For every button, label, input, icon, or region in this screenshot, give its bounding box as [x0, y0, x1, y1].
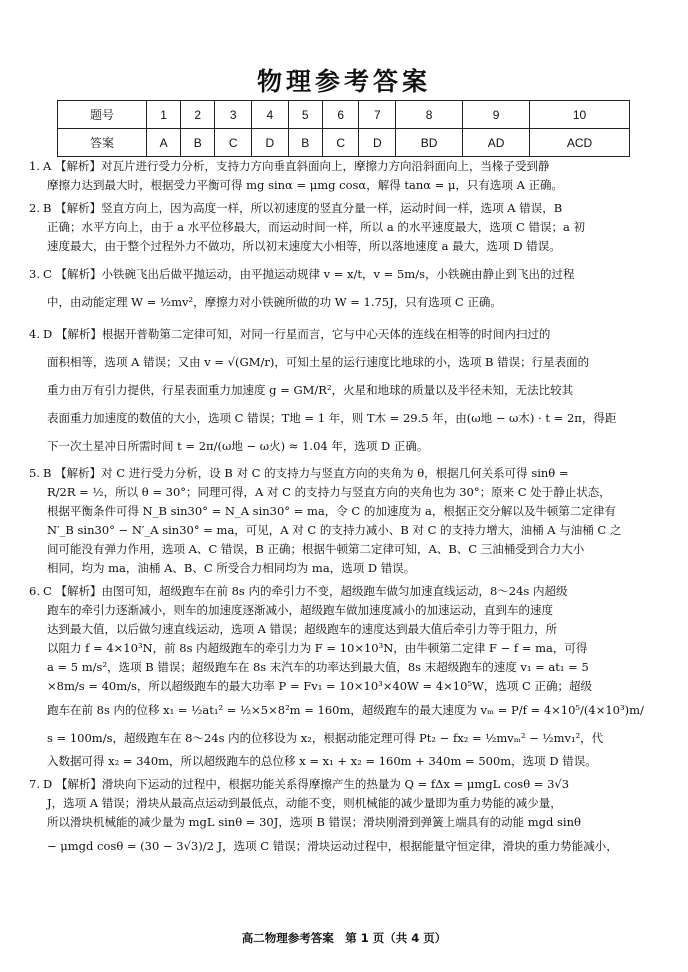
item-text: R/2R = ½，所以 θ = 30°；同理可得，A 对 C 的支持力与竖直方向的夹角也为 30°；原来 C 处于静止状态，: [47, 485, 611, 499]
page-title: 物理参考答案: [256, 67, 431, 96]
table-cell: 9: [463, 101, 530, 129]
item-text: ×8m/s = 40m/s，所以超级跑车的最大功率 P = Fv₁ = 10×10³×40W = 4×10⁵W，选项 C 正确；超级: [47, 679, 592, 693]
table-cell: D: [359, 129, 396, 157]
table-cell: 3: [215, 101, 252, 129]
answer-item-2: [0, 199, 688, 256]
item-number: 5.: [29, 466, 40, 480]
item-number: 2.: [29, 201, 40, 215]
answer-item-1: [0, 157, 688, 195]
table-cell: 题号: [58, 101, 147, 129]
table-cell: AD: [463, 129, 530, 157]
table-answer-row: [58, 129, 630, 157]
table-header-row: [58, 101, 630, 129]
table-cell: ACD: [530, 129, 630, 157]
table-cell: 4: [252, 101, 289, 129]
table-cell: C: [322, 129, 359, 157]
item-text: 所以滑块机械能的减少量为 mgL sinθ = 30J，选项 B 错误；滑块刚滑到弹簧上端具有的动能 mgd sinθ: [47, 815, 581, 829]
item-text: 下一次土星冲日所需时间 t = 2π/(ω地 − ω火) ≈ 1.04 年，选项 D 正确。: [47, 439, 429, 453]
item-text: C 【解析】由图可知，超级跑车在前 8s 内的牵引力不变，超级跑车做匀加速直线运动，8～24s 内超级: [43, 584, 568, 598]
item-text: 正确；水平方向上，由于 a 水平位移最大，而运动时间一样，所以 a 的水平速度最大，选项 C 错误；a 初: [47, 220, 585, 234]
item-text: 中，由动能定理 W = ½mv²，摩擦力对小铁碗所做的功 W = 1.75J，只有选项 C 正确。: [47, 295, 502, 309]
answer-table: [57, 100, 630, 157]
item-text: 间可能没有弹力作用，选项 A、C 错误，B 正确；根据牛顿第二定律可知，A、B、C 三油桶受到合力大小: [47, 542, 585, 556]
item-text: 入数据可得 x₂ = 340m，所以超级跑车的总位移 x = x₁ + x₂ = 160m + 340m = 500m，选项 D 错误。: [47, 754, 597, 768]
item-text: 相同，均为 ma，油桶 A、B、C 所受合力相同均为 ma，选项 D 错误。: [47, 561, 416, 575]
item-text: s = 100m/s，超级跑车在 8～24s 内的位移设为 x₂，根据动能定理可得 Pt₂ − fx₂ = ½mvₘ² − ½mv₁²，代: [47, 731, 604, 745]
item-text: B 【解析】竖直方向上，因为高度一样，所以初速度的竖直分量一样，运动时间一样，选项 A 错误，B: [43, 201, 563, 215]
table-cell: 5: [288, 101, 322, 129]
item-text: C 【解析】小铁碗飞出后做平抛运动，由平抛运动规律 v = x/t，v = 5m/s，小铁碗由静止到飞出的过程: [43, 267, 575, 281]
item-number: 7.: [29, 777, 40, 791]
table-cell: A: [147, 129, 181, 157]
table-cell: 答案: [58, 129, 147, 157]
table-cell: 8: [396, 101, 463, 129]
item-text: 面积相等，选项 A 错误；又由 v = √(GM/r)，可知土星的运行速度比地球的小，选项 B 错误；行星表面的: [47, 355, 590, 369]
item-text: 达到最大值，以后做匀速直线运动，选项 A 错误；超级跑车的速度达到最大值后牵引力等于阻力，所: [47, 622, 558, 636]
table-cell: 1: [147, 101, 181, 129]
item-text: 跑车在前 8s 内的位移 x₁ = ½at₁² = ½×5×8²m = 160m，超级跑车的最大速度为 vₘ = P/f = 4×10⁵/(4×10³)m/: [47, 703, 644, 717]
item-text: J，选项 A 错误；滑块从最高点运动到最低点，动能不变，则机械能的减少量即为重力势能的减少量，: [47, 796, 562, 810]
item-text: 以阻力 f = 4×10³N，前 8s 内超级跑车的牵引力为 F = 10×10³N，由牛顿第二定律 F − f = ma，可得: [47, 641, 588, 655]
page-footer: 高二物理参考答案 第 1 页（共 4 页）: [241, 931, 447, 945]
table-cell: BD: [396, 129, 463, 157]
table-cell: 6: [322, 101, 359, 129]
item-number: 3.: [29, 267, 40, 281]
answer-item-7: [0, 775, 688, 860]
table-cell: B: [181, 129, 215, 157]
item-number: 4.: [29, 327, 40, 341]
table-cell: 10: [530, 101, 630, 129]
item-text: 速度最大，由于整个过程外力不做功，所以初末速度大小相等，所以落地速度 a 最大，选项 D 错误。: [47, 239, 561, 253]
answer-item-4: [0, 320, 688, 460]
item-text: D 【解析】滑块向下运动的过程中，根据功能关系得摩擦产生的热量为 Q = fΔx = μmgL cosθ = 3√3: [43, 777, 570, 791]
answer-item-5: [0, 464, 688, 578]
explanations: [0, 157, 688, 864]
item-text: a = 5 m/s²，选项 B 错误；超级跑车在 8s 末汽车的功率达到最大值，8s 末超级跑车的速度 v₁ = at₁ = 5: [47, 660, 589, 674]
item-text: 重力由万有引力提供，行星表面重力加速度 g = GM/R²，火星和地球的质量以及半径未知，无法比较其: [47, 383, 574, 397]
answer-item-6: [0, 582, 688, 771]
item-text: − μmgd cosθ = (30 − 3√3)/2 J，选项 C 错误；滑块运动过程中，根据能量守恒定律，滑块的重力势能减小，: [47, 839, 618, 853]
table-cell: 2: [181, 101, 215, 129]
item-text: 表面重力加速度的数值的大小，选项 C 错误；T地 = 1 年，则 T木 = 29.5 年，由(ω地 − ω木) · t = 2π，得距: [47, 411, 617, 425]
answer-item-3: [0, 260, 688, 316]
item-text: N′_B sin30° − N′_A sin30° = ma，可见，A 对 C 的支持力减小、B 对 C 的支持力增大，油桶 A 与油桶 C 之: [47, 523, 622, 537]
item-text: 跑车的牵引力逐渐减小，则车的加速度逐渐减小，超级跑车做加速度减小的加速运动，直到车的速度: [47, 603, 553, 617]
item-number: 1.: [29, 159, 40, 173]
item-text: 摩擦力达到最大时，根据受力平衡可得 mg sinα = μmg cosα，解得 tanα = μ，只有选项 A 正确。: [47, 178, 564, 192]
item-text: B 【解析】对 C 进行受力分析，设 B 对 C 的支持力与竖直方向的夹角为 θ，根据几何关系可得 sinθ =: [43, 466, 569, 480]
item-text: 根据平衡条件可得 N_B sin30° = N_A sin30° = ma，令 C 的加速度为 a，根据正交分解以及牛顿第二定律有: [47, 504, 616, 518]
table-cell: C: [215, 129, 252, 157]
item-text: A 【解析】对瓦片进行受力分析，支持力方向垂直斜面向上，摩擦力方向沿斜面向上，当椽子受到静: [43, 159, 550, 173]
item-number: 6.: [29, 584, 40, 598]
table-cell: B: [288, 129, 322, 157]
table-cell: 7: [359, 101, 396, 129]
table-cell: D: [252, 129, 289, 157]
item-text: D 【解析】根据开普勒第二定律可知，对同一行星而言，它与中心天体的连线在相等的时间内扫过的: [43, 327, 551, 341]
